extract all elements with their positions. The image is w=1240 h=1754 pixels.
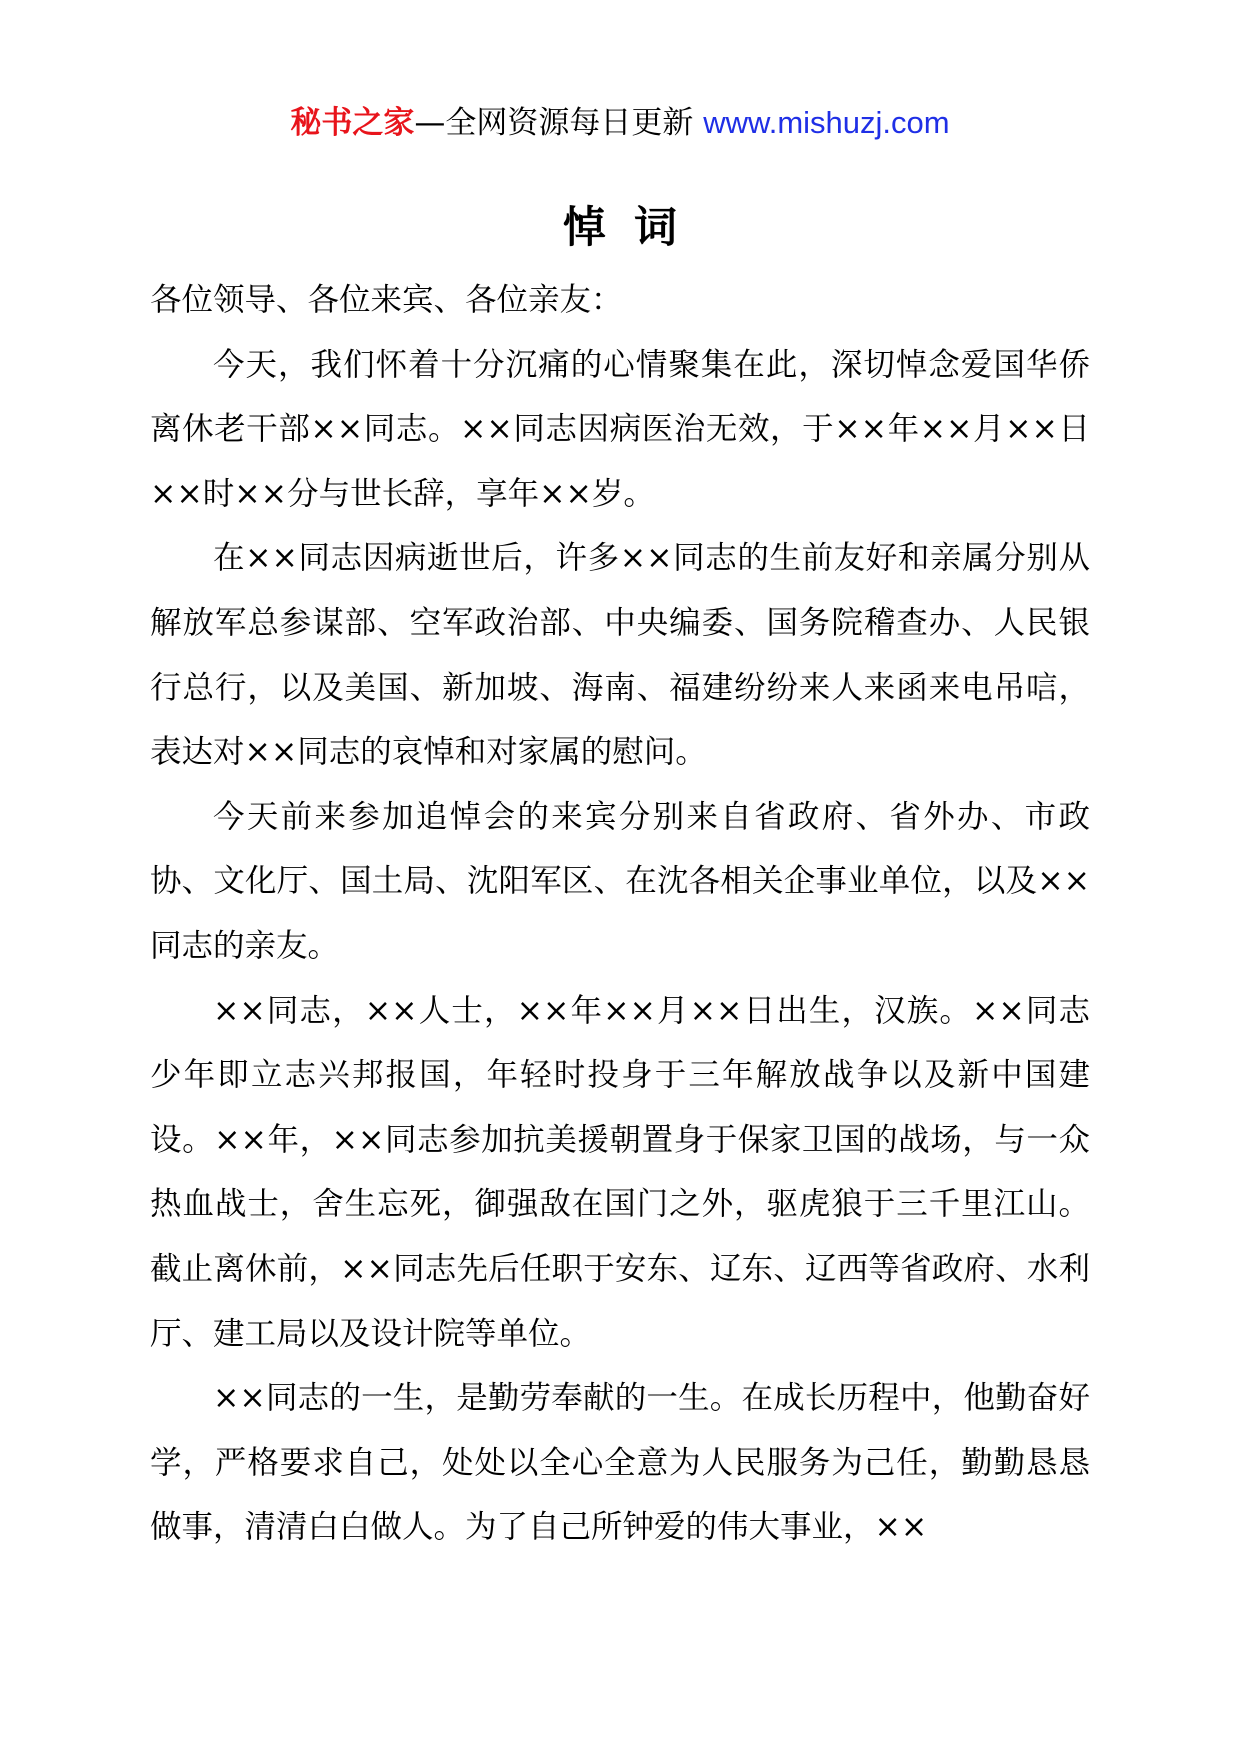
site-header xyxy=(0,103,1240,143)
header-slogan: —全网资源每日更新 xyxy=(414,105,694,141)
brand-name: 秘书之家 xyxy=(290,105,415,141)
paragraph-1: 今天，我们怀着十分沉痛的心情聚集在此，深切悼念爱国华侨离休老干部××同志。××同志因病医治无效，于××年××月××日××时××分与世长辞，享年××岁。 xyxy=(150,346,1090,512)
paragraph-3: 今天前来参加追悼会的来宾分别来自省政府、省外办、市政协、文化厅、国土局、沈阳军区、在沈各相关企事业单位，以及××同志的亲友。 xyxy=(150,798,1090,964)
paragraph-5: ××同志的一生，是勤劳奉献的一生。在成长历程中，他勤奋好学，严格要求自己，处处以全心全意为人民服务为己任，勤勤恳恳做事，清清白白做人。为了自己所钟爱的伟大事业，×× xyxy=(150,1380,1090,1546)
document-title: 悼词 xyxy=(563,203,705,253)
salutation: 各位领导、各位来宾、各位亲友： xyxy=(150,282,623,318)
site-url-link[interactable]: www.mishuzj.com xyxy=(703,105,950,140)
paragraph-4: ××同志，××人士，××年××月××日出生，汉族。××同志少年即立志兴邦报国，年轻时投身于三年解放战争以及新中国建设。××年，××同志参加抗美援朝置身于保家卫国的战场，与一众热血战士，舍生忘死，御强敌在国门之外，驱虎狼于三千里江山。截止离休前，××同志先后任职于安东、辽东、辽西等省政府、水利厅、建工局以及设计院等单位。 xyxy=(150,992,1090,1352)
paragraph-2: 在××同志因病逝世后，许多××同志的生前友好和亲属分别从解放军总参谋部、空军政治部、中央编委、国务院稽查办、人民银行总行，以及美国、新加坡、海南、福建纷纷来人来函来电吊唁，表达对××同志的哀悼和对家属的慰问。 xyxy=(150,540,1090,771)
document-body xyxy=(150,268,1090,1560)
